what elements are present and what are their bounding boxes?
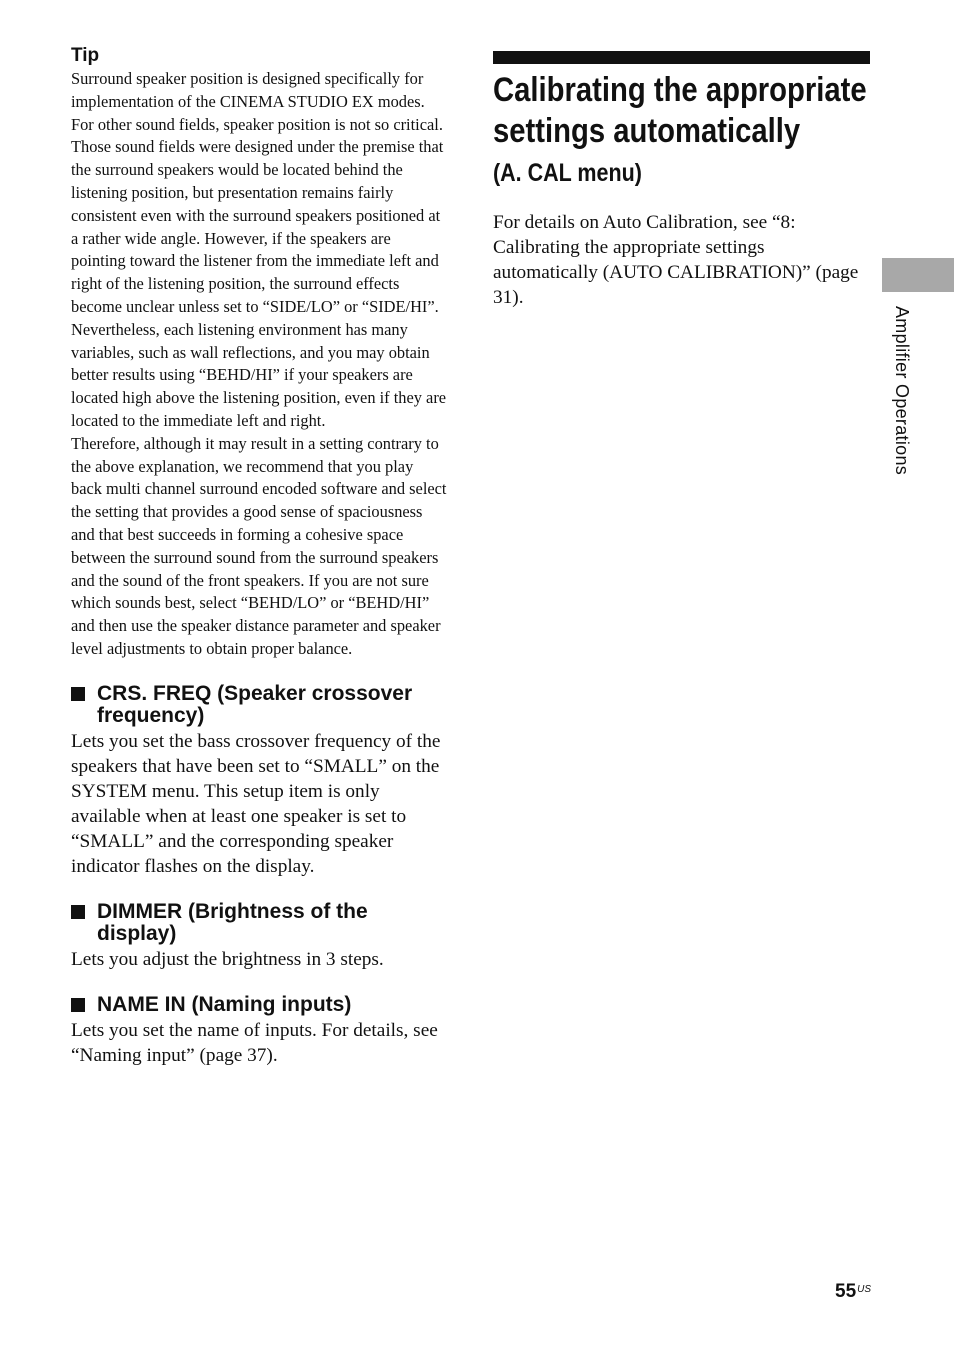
right-body: For details on Auto Calibration, see “8: Calibrating the appropriate settings automatically (AUTO CALIBRATION)” (page 31). <box>493 212 859 308</box>
tip-paragraph: Those sound fields were designed under the premise that the surround speakers would be located behind the listening position, but presentation remains fairly consistent even with the surround speakers positioned at a rather wide angle. However, if the speakers are pointing toward the listener from the immediate left and right of the listening position, the surround effects become unclear unless set to “SIDE/LO” or “SIDE/HI”. <box>71 137 444 316</box>
tip-paragraph: Nevertheless, each listening environment has many variables, such as wall reflections, and you may obtain better results using “BEHD/HI” if your speakers are located high above the listening position, even if they are located to the immediate left and right. <box>71 319 447 430</box>
section-heading: DIMMER (Brightness of the display) <box>97 899 368 945</box>
black-square-icon <box>71 687 85 701</box>
section-name-in <box>71 994 447 1068</box>
tip-paragraph: Surround speaker position is designed specifically for implementation of the CINEMA STUDIO EX modes. For other sound fields, speaker position is not so critical. <box>71 69 443 134</box>
side-tab-label: Amplifier Operations <box>892 306 912 476</box>
page-number-suffix: US <box>857 1284 872 1295</box>
section-heading: CRS. FREQ (Speaker crossover frequency) <box>97 681 413 727</box>
page-title: Calibrating the appropriate settings automatically <box>493 71 867 150</box>
black-square-icon <box>71 998 85 1012</box>
page-number-value: 55 <box>835 1281 857 1302</box>
page-number <box>835 1281 871 1303</box>
section-crs-freq <box>71 683 447 879</box>
section-body: Lets you set the bass crossover frequency of the speakers that have been set to “SMALL” on the SYSTEM menu. This setup item is only available when at least one speaker is set to “SMALL” and the corresponding speaker indicator flashes on the display. <box>71 730 441 877</box>
section-heading: NAME IN (Naming inputs) <box>97 992 352 1016</box>
side-tab-marker <box>882 258 954 292</box>
section-body: Lets you adjust the brightness in 3 steps. <box>71 948 384 970</box>
right-column <box>493 51 870 310</box>
tip-paragraph: Therefore, although it may result in a setting contrary to the above explanation, we recommend that you play back multi channel surround encoded software and select the setting that provides a good sense of spaciousness and that best succeeds in forming a cohesive space between the surround sound from the surround speakers and the sound of the front speakers. If you are not sure which sounds best, select “BEHD/LO” or “BEHD/HI” and then use the speaker distance parameter and speaker level adjustments to obtain proper balance. <box>71 433 447 658</box>
tip-heading: Tip <box>71 45 100 66</box>
section-dimmer <box>71 901 447 972</box>
section-body: Lets you set the name of inputs. For details, see “Naming input” (page 37). <box>71 1019 438 1066</box>
left-column <box>71 44 447 1068</box>
black-square-icon <box>71 905 85 919</box>
page-subtitle: (A. CAL menu) <box>493 159 642 187</box>
title-rule <box>493 51 870 64</box>
